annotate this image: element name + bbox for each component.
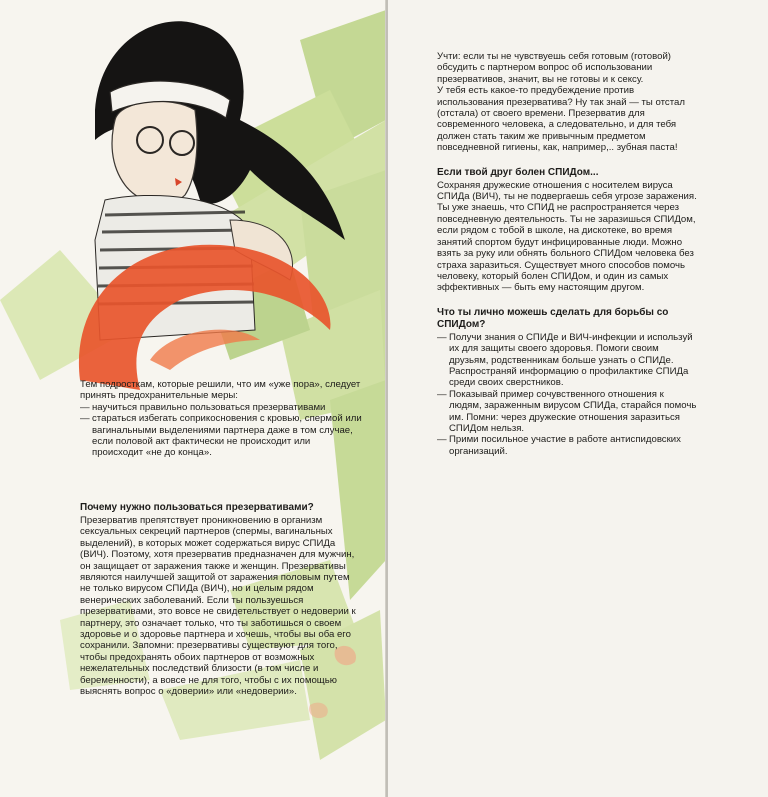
section-body: Презерватив препятствует проникновению в организм сексуальных секреций партнеров (спермы, вагинальных выделений), в которых может содержаться вирус СПИДа (ВИЧ). Поэтому, хотя презерватив предназначен для мужчин, он защищает от заражения также и женщин. Презервативы являются наилучшей защитой от заражения половым путем не только вирусом СПИДа (ВИЧ), но и целым рядом венерических заболеваний. Если ты пользуешься презервативами, это вовсе не свидетельствует о недоверии к партнеру, это означает только, что ты заботишься о своем здоровье и о здоровье партнера и хочешь, чтобы вы оба его сохранили. Запомни: презервативы существуют для того, чтобы предохранять обоих партнеров от возможных нежелательных последствий близости (в том числе и беременности), а вовсе не для того, чтобы с их помощью выяснять вопрос о «доверии» или «недоверии». (80, 515, 356, 698)
condoms-section (80, 502, 362, 698)
section-heading: Если твой друг болен СПИДом... (437, 166, 599, 178)
readiness-paragraph: Учти: если ты не чувствуешь себя готовым (готовой) обсудить с партнером вопрос об использовании презервативов, значит, вы не готовы и к сексу. (437, 51, 671, 85)
list-item: — Получи знания о СПИДе и ВИЧ-инфекции и используй их для защиты своего здоровья. Помоги своим друзьям, родственникам больше узнать о СПИДе. Распространяй информацию о профилактике СПИДа среди своих сверстников. (437, 332, 697, 389)
list-item: — научиться правильно пользоваться презервативами (80, 402, 362, 413)
precautions-block (80, 379, 362, 459)
actions-list (437, 332, 697, 457)
section-body: Сохраняя дружеские отношения с носителем вируса СПИДа (ВИЧ), ты не подвергаешь себя угрозе заражения. Ты уже знаешь, что СПИД не распространяется через повседневную деятельность. Ты не заразишься СПИДом, если рядом с тобой в школе, на дискотеке, во время занятий спортом будут инфицированные люди. Можно взять за руку или обнять больного СПИДом человека без страха заразиться. Существует много способов помочь человеку, который болен СПИДом, и один из самых эффективных — быть ему настоящим другом. (437, 179, 697, 294)
precautions-list (80, 402, 362, 459)
prejudice-paragraph: У тебя есть какое-то предубеждение против использования презерватива? Ну так знай — ты отстал (отстала) от своего времени. Презерватив для современного человека, а следовательно, и для тебя должен стать таким же привычным предметом повседневной гигиены, как, например,.. зубная паста! (437, 85, 685, 154)
right-text-column (437, 51, 697, 457)
list-item: — стараться избегать соприкосновения с кровью, спермой или вагинальными выделениями партнера даже в том случае, если половой акт фактически не происходит или происходит «не до конца». (80, 413, 362, 459)
list-item: — Показывай пример сочувственного отношения к людям, зараженным вирусом СПИДа, старайся помочь им. Помни: через дружеские отношения заразиться СПИДом нельзя. (437, 389, 697, 435)
section-heading: Почему нужно пользоваться презервативами? (80, 502, 314, 513)
intro-paragraph: Тем подросткам, которые решили, что им «уже пора», следует принять предохранительные меры: (80, 379, 361, 402)
list-item: — Прими посильное участие в работе антиспидовских организаций. (437, 434, 697, 457)
section-heading: Что ты лично можешь сделать для борьбы со СПИДом? (437, 306, 669, 330)
